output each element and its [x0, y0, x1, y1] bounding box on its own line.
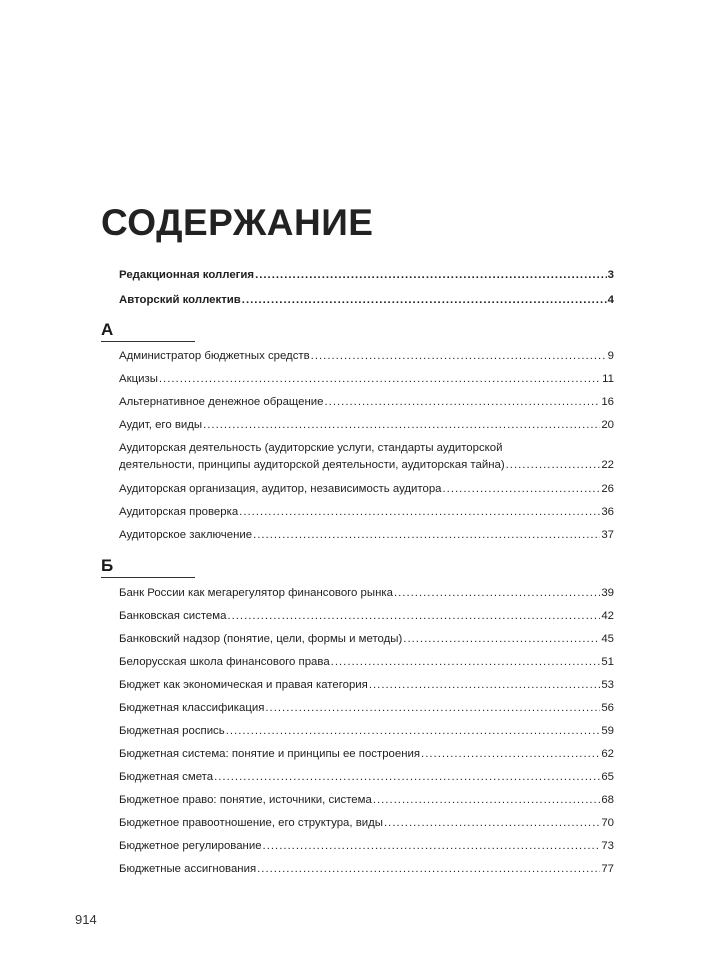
toc-entry-title: Альтернативное денежное обращение: [119, 396, 324, 408]
toc-entry-authors[interactable]: [119, 293, 614, 307]
toc-entry-title: Бюджет как экономическая и правая категория: [119, 679, 368, 691]
dot-leader: [226, 724, 601, 738]
dot-leader: [227, 609, 600, 623]
toc-entry-page: 65: [601, 771, 614, 783]
toc-entry-title: Бюджетная классификация: [119, 702, 265, 714]
toc-entry-title: Бюджетное право: понятие, источники, система: [119, 794, 372, 806]
section-divider: [101, 577, 195, 578]
toc-entry-page: 77: [601, 863, 614, 875]
toc-entry-editorial-board[interactable]: [119, 268, 614, 282]
toc-entry-title: Банковская система: [119, 610, 227, 622]
toc-entry-page: 39: [601, 587, 614, 599]
toc-entry-page: 62: [601, 748, 614, 760]
toc-entry-page: 73: [601, 840, 614, 852]
toc-entry-title: Бюджетное правоотношение, его структура, виды: [119, 817, 383, 829]
toc-entry[interactable]: [119, 395, 614, 409]
toc-entry-title: Администратор бюджетных средств: [119, 350, 310, 362]
dot-leader: [421, 747, 600, 761]
toc-entry-title: Редакционная коллегия: [119, 269, 255, 281]
toc-entry[interactable]: [119, 441, 614, 472]
toc-entry[interactable]: [119, 482, 614, 496]
page-number: 914: [75, 912, 97, 927]
toc-entry[interactable]: [119, 418, 614, 432]
toc-entry-title: Аудиторская проверка: [119, 506, 239, 518]
toc-entry-page: 37: [601, 529, 614, 541]
toc-entry-page: 70: [601, 817, 614, 829]
dot-leader: [331, 655, 601, 669]
toc-entry-title: Аудиторская организация, аудитор, независимость аудитора: [119, 483, 442, 495]
toc-entry[interactable]: [119, 747, 614, 761]
toc-entry-title: Банк России как мегарегулятор финансового рынка: [119, 587, 393, 599]
dot-leader: [325, 395, 601, 409]
toc-entry-title: Банковский надзор (понятие, цели, формы и методы): [119, 633, 403, 645]
toc-entry-page: 51: [601, 656, 614, 668]
toc-entry-page: 3: [607, 269, 614, 281]
toc-entry[interactable]: [119, 372, 614, 386]
dot-leader: [242, 293, 607, 307]
toc-entry[interactable]: [119, 655, 614, 669]
toc-entry-title: Бюджетная система: понятие и принципы ее построения: [119, 748, 421, 760]
dot-leader: [506, 458, 601, 472]
toc-entry-page: 68: [601, 794, 614, 806]
toc-entry-title: Бюджетные ассигнования: [119, 863, 257, 875]
toc-entry-page: 22: [601, 459, 614, 471]
section-divider: [101, 341, 195, 342]
toc-entry[interactable]: [119, 701, 614, 715]
toc-entry[interactable]: [119, 793, 614, 807]
toc-entry-title: Бюджетное регулирование: [119, 840, 262, 852]
toc-entry-title: Аудиторское заключение: [119, 529, 253, 541]
dot-leader: [214, 770, 600, 784]
dot-leader: [443, 482, 601, 496]
toc-entry[interactable]: [119, 770, 614, 784]
toc-entry-page: 56: [601, 702, 614, 714]
toc-entry-title: деятельности, принципы аудиторской деятельности, аудиторская тайна): [119, 459, 505, 471]
toc-entry[interactable]: [119, 349, 614, 363]
toc-entry-page: 36: [601, 506, 614, 518]
toc-entry[interactable]: [119, 586, 614, 600]
toc-entry-page: 59: [601, 725, 614, 737]
toc-entry-page: 45: [601, 633, 614, 645]
toc-entry-title: Авторский коллектив: [119, 294, 241, 306]
toc-entry-page: 4: [607, 294, 614, 306]
toc-entry[interactable]: [119, 678, 614, 692]
toc-entry[interactable]: [119, 632, 614, 646]
dot-leader: [255, 268, 607, 282]
toc-entry-page: 53: [601, 679, 614, 691]
toc-entry-page: 26: [601, 483, 614, 495]
toc-entry[interactable]: [119, 609, 614, 623]
dot-leader: [384, 816, 600, 830]
toc-entry-title: Аудит, его виды: [119, 419, 203, 431]
dot-leader: [253, 528, 600, 542]
toc-entry[interactable]: [119, 862, 614, 876]
dot-leader: [369, 678, 600, 692]
dot-leader: [203, 418, 600, 432]
dot-leader: [265, 701, 600, 715]
section-letter-b: Б: [101, 556, 114, 575]
toc-entry-page: 11: [602, 373, 614, 385]
toc-entry-page: 42: [601, 610, 614, 622]
toc-entry-title: Белорусская школа финансового права: [119, 656, 330, 668]
toc-entry-page: 20: [601, 419, 614, 431]
toc-entry-title: Бюджетная смета: [119, 771, 214, 783]
toc-entry[interactable]: [119, 816, 614, 830]
toc-entry-title-line1: Аудиторская деятельность (аудиторские услуги, стандарты аудиторской: [119, 442, 503, 454]
toc-entry-page: 16: [601, 396, 614, 408]
dot-leader: [263, 839, 601, 853]
page-title: СОДЕРЖАНИЕ: [101, 202, 374, 243]
toc-entry-title: Бюджетная роспись: [119, 725, 225, 737]
dot-leader: [311, 349, 607, 363]
toc-entry[interactable]: [119, 505, 614, 519]
toc-entry-page: 9: [607, 350, 614, 362]
toc-entry[interactable]: [119, 528, 614, 542]
dot-leader: [403, 632, 600, 646]
dot-leader: [159, 372, 601, 386]
toc-entry-title: Акцизы: [119, 373, 158, 385]
dot-leader: [257, 862, 600, 876]
dot-leader: [373, 793, 601, 807]
dot-leader: [394, 586, 600, 600]
toc-entry[interactable]: [119, 839, 614, 853]
dot-leader: [239, 505, 600, 519]
section-letter-a: А: [101, 320, 114, 339]
toc-entry[interactable]: [119, 724, 614, 738]
